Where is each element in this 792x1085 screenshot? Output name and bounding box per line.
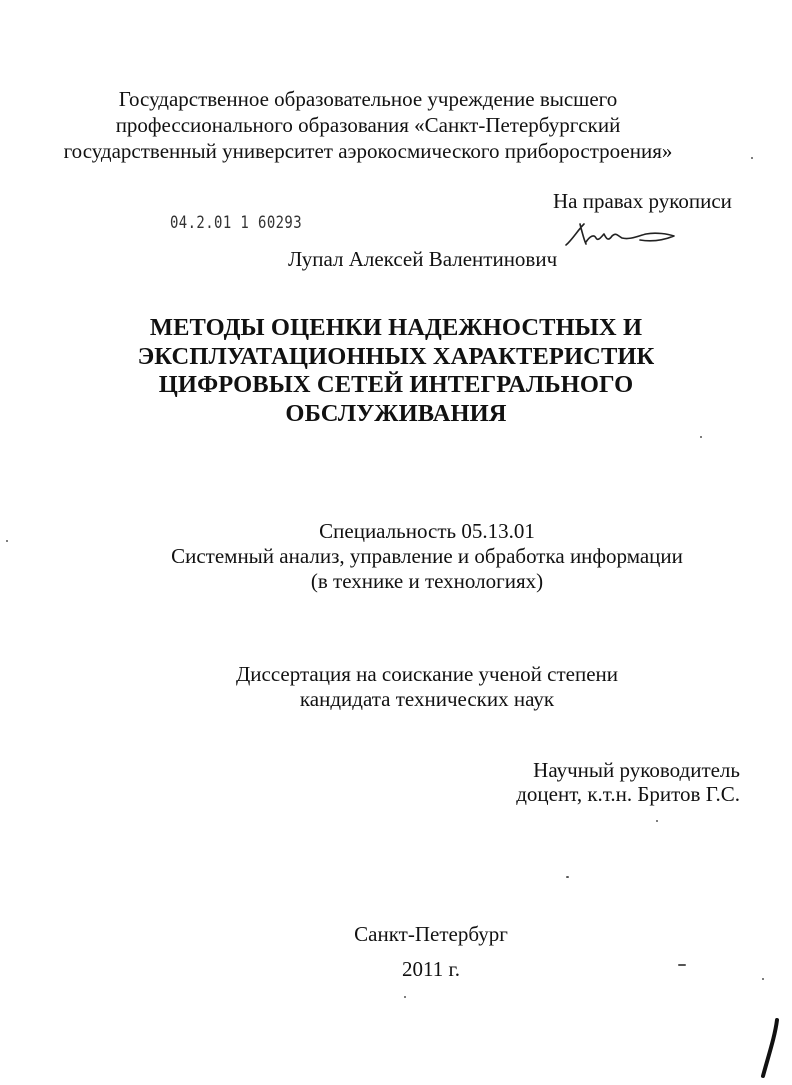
degree-line-1: Диссертация на соискание ученой степени xyxy=(235,662,619,686)
specialty-name: Системный анализ, управление и обработка информации xyxy=(171,544,683,568)
scan-speck xyxy=(678,964,686,966)
institution-line-3: государственный университет аэрокосмического приборостроения» xyxy=(63,139,673,163)
year: 2011 г. xyxy=(402,957,460,981)
degree-line-2: кандидата технических наук xyxy=(299,687,555,711)
pen-stroke-icon xyxy=(755,1018,785,1085)
signature-icon xyxy=(560,218,680,255)
title-line-2: ЭКСПЛУАТАЦИОННЫХ ХАРАКТЕРИСТИК xyxy=(137,343,655,370)
scan-speck xyxy=(700,436,702,438)
advisor-name: доцент, к.т.н. Бритов Г.С. xyxy=(516,782,740,806)
scan-speck xyxy=(751,157,753,159)
institution-line-1: Государственное образовательное учреждение высшего xyxy=(118,87,618,111)
scan-speck xyxy=(656,820,658,822)
scan-speck xyxy=(762,978,764,980)
specialty-code: Специальность 05.13.01 xyxy=(319,519,535,543)
manuscript-rights-label: На правах рукописи xyxy=(553,189,732,213)
title-line-1: МЕТОДЫ ОЦЕНКИ НАДЕЖНОСТНЫХ И xyxy=(149,314,643,341)
scan-speck xyxy=(404,996,406,998)
author-name: Лупал Алексей Валентинович xyxy=(288,247,558,271)
institution-line-2: профессионального образования «Санкт-Петербургский xyxy=(115,113,621,137)
advisor-role: Научный руководитель xyxy=(533,758,740,782)
scan-speck xyxy=(6,540,8,542)
registry-stamp: 04.2.01 1 60293 xyxy=(170,213,303,233)
title-line-4: ОБСЛУЖИВАНИЯ xyxy=(285,400,507,427)
city: Санкт-Петербург xyxy=(354,922,508,946)
title-line-3: ЦИФРОВЫХ СЕТЕЙ ИНТЕГРАЛЬНОГО xyxy=(158,371,634,398)
scan-speck xyxy=(566,876,569,878)
specialty-scope: (в технике и технологиях) xyxy=(310,569,544,593)
